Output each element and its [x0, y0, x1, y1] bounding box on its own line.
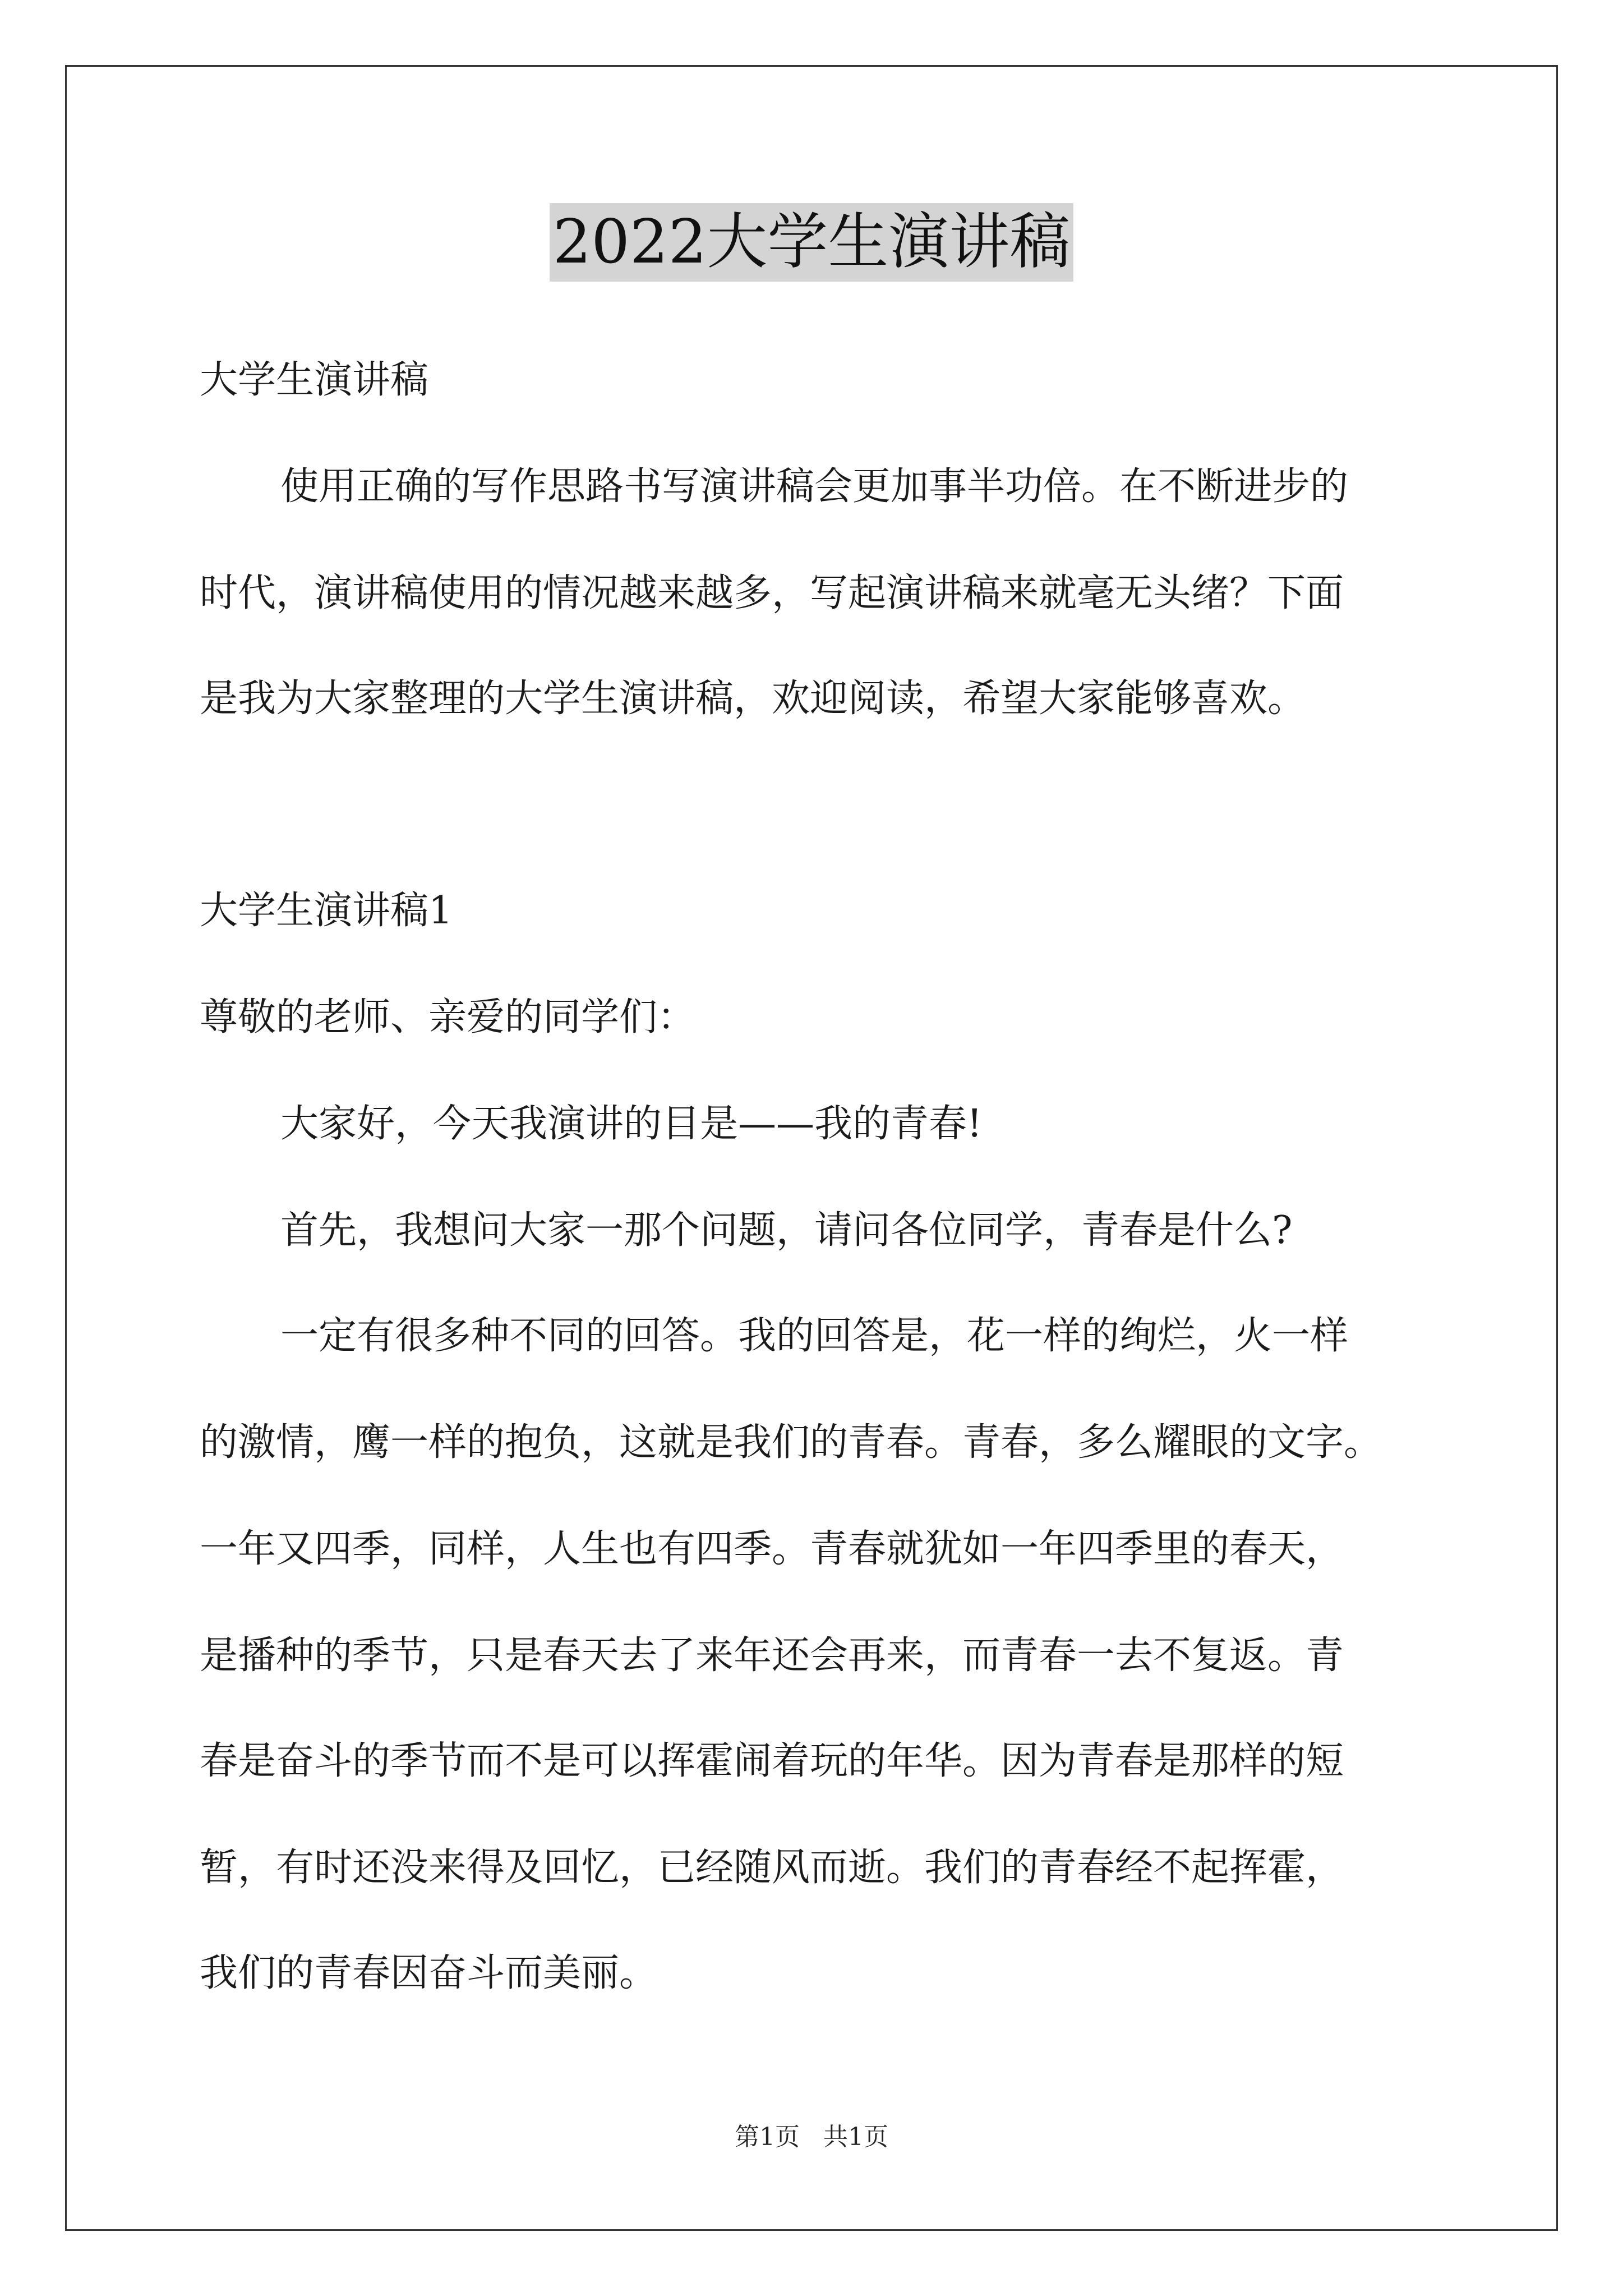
page-footer: 第1页 共1页	[735, 2123, 888, 2151]
paragraph-line: 是播种的季节，只是春天去了来年还会再来，而青春一去不复返。青	[200, 1634, 1344, 1678]
document-title[interactable]: 2022大学生演讲稿	[550, 203, 1074, 282]
paragraph-line: 大家好，今天我演讲的目是——我的青春!	[280, 1102, 983, 1146]
paragraph-line: 的激情，鹰一样的抱负，这就是我们的青春。青春，多么耀眼的文字。	[200, 1420, 1382, 1465]
paragraph-line: 暂，有时还没来得及回忆，已经随风而逝。我们的青春经不起挥霍，	[200, 1846, 1344, 1890]
paragraph-line: 一年又四季，同样，人生也有四季。青春就犹如一年四季里的春天，	[200, 1527, 1344, 1571]
paragraph-line: 一定有很多种不同的回答。我的回答是，花一样的绚烂，火一样	[280, 1314, 1349, 1358]
paragraph-line: 是我为大家整理的大学生演讲稿，欢迎阅读，希望大家能够喜欢。	[200, 677, 1306, 721]
document-title-wrapper	[0, 203, 1623, 282]
salutation-line: 尊敬的老师、亲爱的同学们：	[200, 995, 696, 1039]
paragraph-line: 时代，演讲稿使用的情况越来越多，写起演讲稿来就毫无头绪？下面	[200, 571, 1344, 615]
section-heading-intro: 大学生演讲稿	[200, 358, 429, 402]
paragraph-line: 首先，我想问大家一那个问题，请问各位同学，青春是什么?	[280, 1208, 1293, 1253]
section-heading-speech-1: 大学生演讲稿1	[200, 889, 453, 933]
paragraph-line: 春是奋斗的季节而不是可以挥霍闹着玩的年华。因为青春是那样的短	[200, 1739, 1344, 1783]
paragraph-line: 我们的青春因奋斗而美丽。	[200, 1951, 658, 1995]
paragraph-line: 使用正确的写作思路书写演讲稿会更加事半功倍。在不断进步的	[280, 464, 1349, 509]
